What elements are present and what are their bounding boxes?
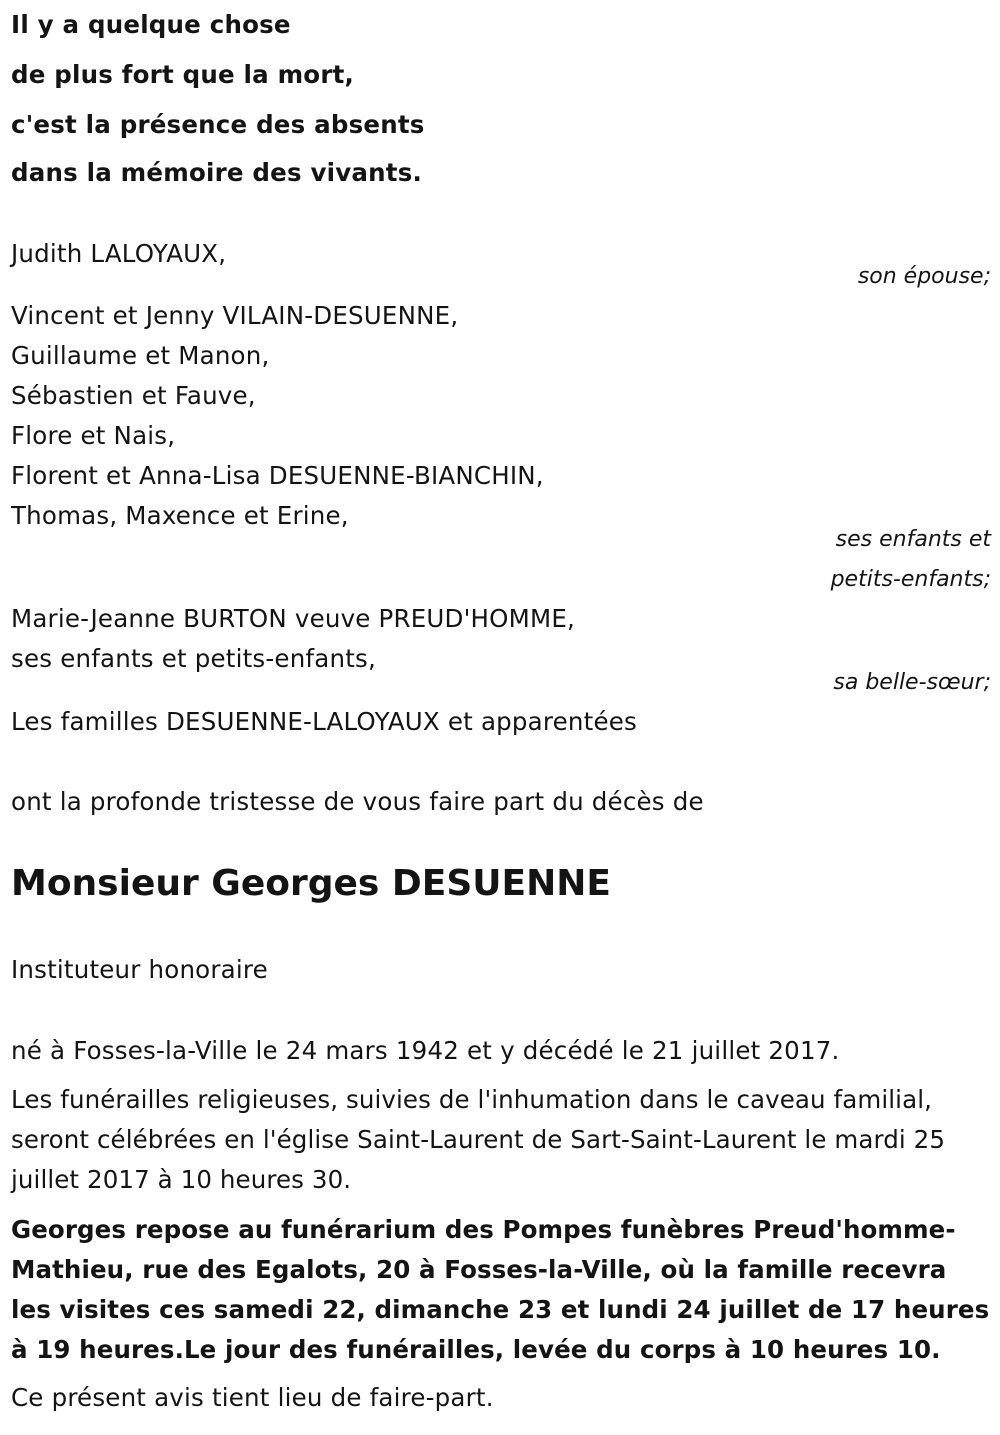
sister-in-law-role: sa belle-sœur; [833, 670, 991, 695]
child-line-5: Florent et Anna-Lisa DESUENNE-BIANCHIN, [11, 461, 544, 490]
child-line-1: Vincent et Jenny VILAIN-DESUENNE, [11, 301, 459, 330]
quote-line-1: Il y a quelque chose [11, 10, 291, 39]
obituary-notice [11, 0, 991, 1435]
funeral-paragraph: Les funérailles religieuses, suivies de l'inhumation dans le caveau familial, seront célébrées en l'église Saint-Laurent de Sart-Saint-Laurent le mardi 25 juillet 2017 à 10 heures 30. [11, 1085, 946, 1194]
sister-in-law-line-1: Marie-Jeanne BURTON veuve PREUD'HOMME, [11, 604, 576, 633]
child-line-3: Sébastien et Fauve, [11, 381, 256, 410]
deceased-title: Instituteur honoraire [11, 955, 268, 984]
children-role-line-2: petits-enfants; [830, 567, 991, 592]
quote-line-3: c'est la présence des absents [11, 110, 425, 139]
announcement-line: ont la profonde tristesse de vous faire part du décès de [11, 787, 704, 816]
visitation-paragraph: Georges repose au funérarium des Pompes funèbres Preud'homme-Mathieu, rue des Egalots, 20 à Fosses-la-Ville, où la famille recevra les visites ces samedi 22, dimanche 23 et lundi 24 juillet de 17 heures à 19 heures.Le jour des funérailles, levée du corps à 10 heures 10. [11, 1215, 990, 1364]
children-role-line-1: ses enfants et [835, 527, 991, 552]
closing-line: Ce présent avis tient lieu de faire-part. [11, 1383, 494, 1412]
child-line-6: Thomas, Maxence et Erine, [11, 501, 349, 530]
deceased-name: Monsieur Georges DESUENNE [11, 863, 611, 904]
child-line-2: Guillaume et Manon, [11, 341, 270, 370]
spouse-role: son épouse; [857, 264, 991, 289]
quote-line-2: de plus fort que la mort, [11, 60, 355, 89]
child-line-4: Flore et Nais, [11, 421, 176, 450]
quote-line-4: dans la mémoire des vivants. [11, 158, 422, 187]
birth-death-line: né à Fosses-la-Ville le 24 mars 1942 et y décédé le 21 juillet 2017. [11, 1036, 840, 1065]
spouse-name: Judith LALOYAUX, [11, 239, 227, 268]
families-line: Les familles DESUENNE-LALOYAUX et apparentées [11, 707, 637, 736]
sister-in-law-line-2: ses enfants et petits-enfants, [11, 644, 376, 673]
